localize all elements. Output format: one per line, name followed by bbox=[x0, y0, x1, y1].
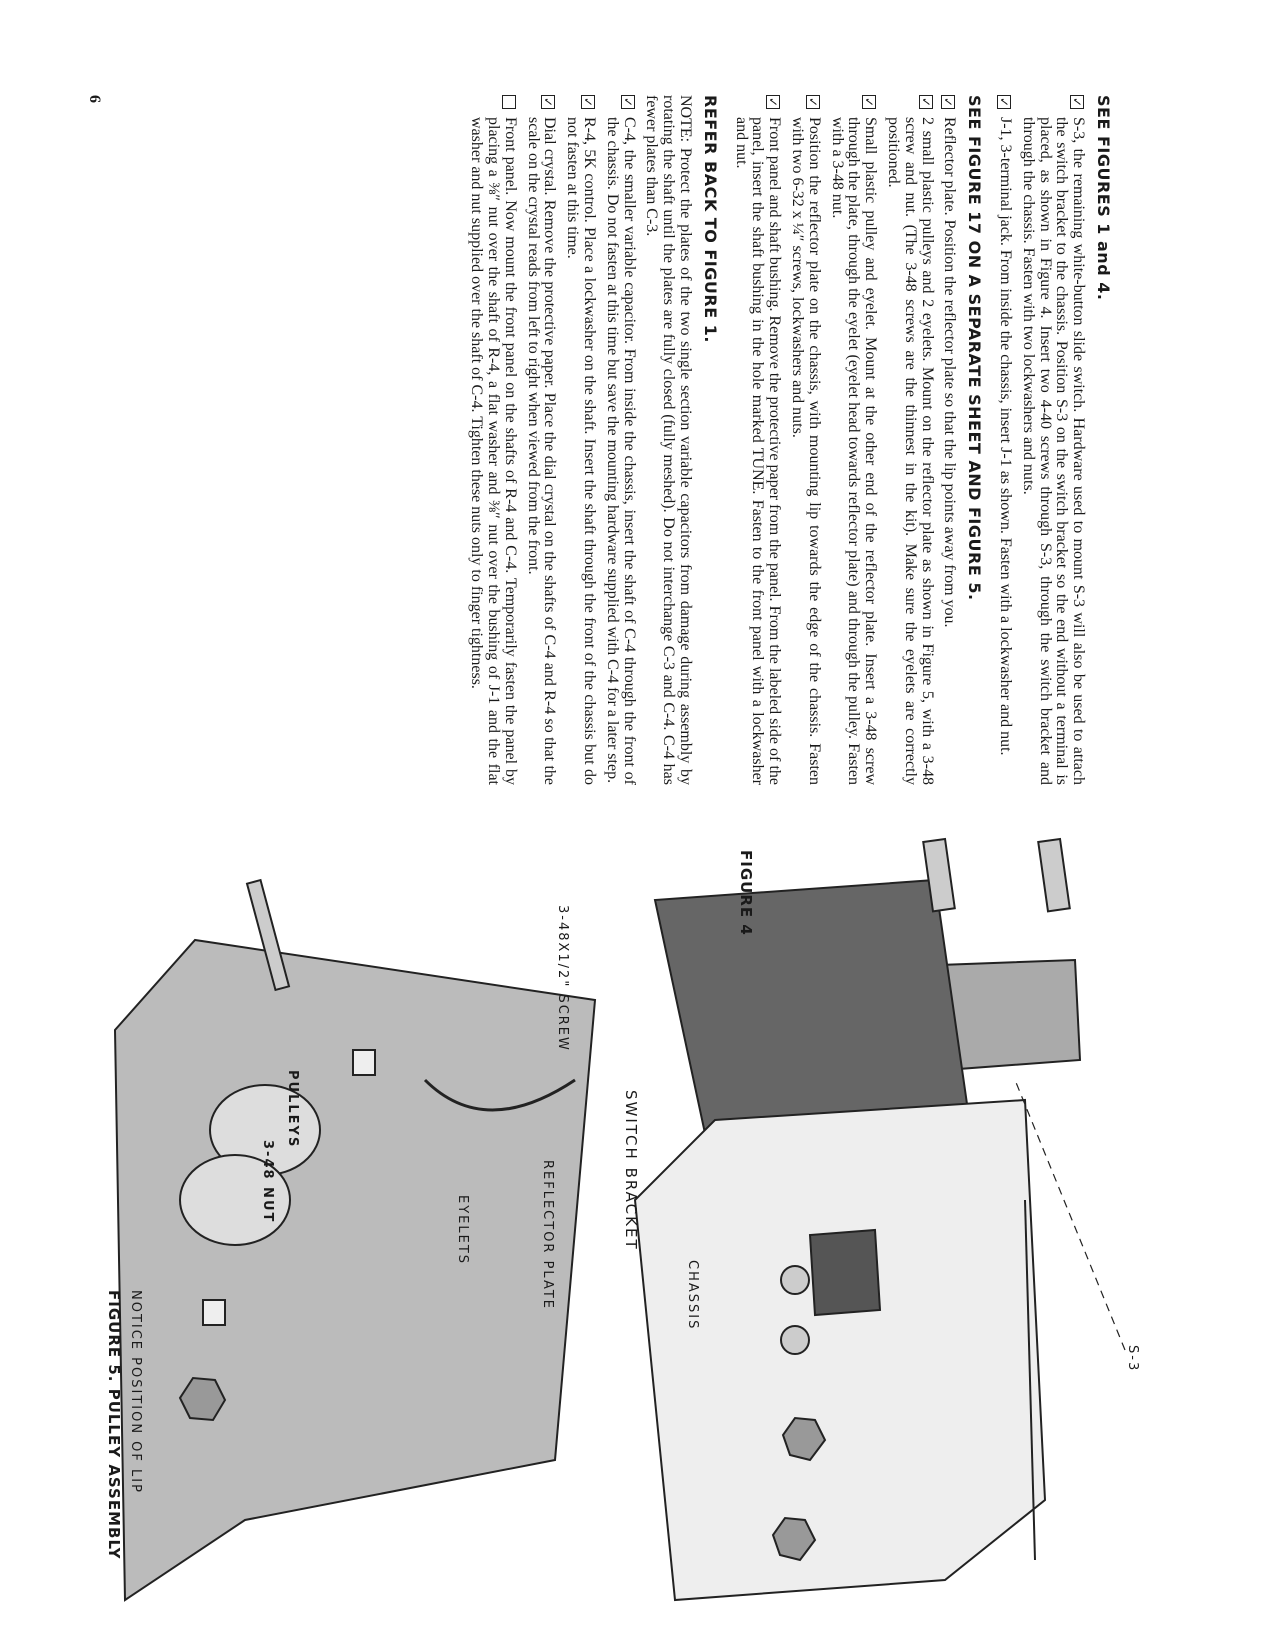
label-screw: 3-48X1/2" SCREW bbox=[555, 905, 570, 1052]
eyelet bbox=[203, 1300, 225, 1325]
checkbox[interactable]: ✓ bbox=[941, 96, 956, 108]
step-text: Small plastic pulley and eyelet. Mount at the other end of the reflector plate. Insert a 3-48 screw through the plate, through the eyelet (eyelet head towards reflector plate) and through the pulley. Fasten with a 3-48 nut. bbox=[828, 117, 880, 785]
step-text: Front panel and shaft bushing. Remove the protective paper from the panel. From the labeled side of the panel, insert the shaft bushing in the hole marked TUNE. Fasten to the front panel with a lockwasher and nut. bbox=[732, 117, 784, 785]
figure5-drawing bbox=[115, 880, 595, 1600]
label-chassis: CHASSIS bbox=[685, 1260, 700, 1331]
step-text: Front panel. Now mount the front panel on the shafts of R-4 and C-4. Temporarily fasten the panel by placing a ⅜″ nut over the shaft of R-4, a flat washer and ⅜″ nut over the bushing of J-1 and the flat washer and nut supplied over the shaft of C-4. Tighten these nuts only to finger tightness. bbox=[468, 117, 519, 785]
figure5-caption: FIGURE 5. PULLEY ASSEMBLY bbox=[105, 1290, 123, 1560]
page-number: 6 bbox=[86, 95, 103, 103]
checkbox[interactable]: ✓ bbox=[918, 96, 933, 108]
label-nut: 3-48 NUT bbox=[260, 1140, 275, 1224]
label-s3: S-3 bbox=[1125, 1345, 1140, 1373]
lockwasher bbox=[781, 1326, 809, 1354]
checkbox[interactable]: ✓ bbox=[997, 96, 1012, 108]
note: NOTE: Protect the plates of the two single section variable capacitors from damage during assembly by rotating the shaft until the plates are fully closed (fully meshed). Do not interchange C-3 and C-4. C-4 has fewer plates than C-3. bbox=[643, 95, 695, 785]
figure4-drawing bbox=[635, 839, 1125, 1600]
section-heading: REFER BACK TO FIGURE 1. bbox=[700, 95, 720, 343]
label-reflector-plate: REFLECTOR PLATE bbox=[540, 1160, 555, 1311]
step-text: S-3, the remaining white-button slide switch. Hardware used to mount S-3 will also be used to attach the switch bracket to the chassis. Position S-3 on the switch bracket so the end without a terminal is placed, as shown in Figure 4. Insert two 4-40 screws through S-3, through the switch bracket and through the chassis. Fasten with two lockwashers and nuts. bbox=[1019, 117, 1088, 785]
figure4-caption: FIGURE 4 bbox=[737, 850, 755, 936]
step-text: Reflector plate. Position the reflector plate so that the lip points away from you. bbox=[941, 117, 959, 628]
label-notice-lip: NOTICE POSITION OF LIP bbox=[128, 1290, 143, 1494]
checkbox[interactable]: ✓ bbox=[620, 96, 635, 108]
screw bbox=[1038, 839, 1070, 911]
eyelet bbox=[353, 1050, 375, 1075]
section-heading: SEE FIGURE 17 ON A SEPARATE SHEET AND FIGURE 5. bbox=[965, 95, 985, 601]
step-text: C-4, the smaller variable capacitor. From inside the chassis, insert the shaft of C-4 through the front of the chassis. Do not fasten at this time but save the mounting hardware supplied with C-4 for a later step. bbox=[603, 117, 638, 785]
step-text: R-4, 5K control. Place a lockwasher on the shaft. Insert the shaft through the front of the chassis but do not fasten at this time. bbox=[564, 117, 599, 785]
label-switch-bracket: SWITCH BRACKET bbox=[622, 1090, 640, 1251]
step-text: Position the reflector plate on the chassis, with mounting lip towards the edge of the chassis. Fasten with two 6-32 x ¼″ screws, lockwashers and nuts. bbox=[789, 117, 823, 785]
chassis bbox=[635, 1100, 1045, 1600]
switch-s3 bbox=[940, 960, 1080, 1070]
checkbox[interactable]: ✓ bbox=[1070, 96, 1085, 108]
checkbox[interactable]: ✓ bbox=[581, 96, 596, 108]
checkbox[interactable]: ✓ bbox=[541, 96, 556, 108]
step-text: J-1, 3-terminal jack. From inside the chassis, insert J-1 as shown. Fasten with a lockwasher and nut. bbox=[997, 117, 1015, 756]
label-pulleys: PULLEYS bbox=[285, 1070, 300, 1149]
section-heading: SEE FIGURES 1 and 4. bbox=[1094, 95, 1113, 301]
chassis-cutout bbox=[810, 1230, 880, 1315]
checkbox[interactable]: ✓ bbox=[805, 96, 820, 108]
step-text: Dial crystal. Remove the protective paper. Place the dial crystal on the shafts of C-4 and R-4 so that the scale on the crystal reads from left to right when viewed from the front. bbox=[524, 117, 559, 785]
label-eyelets: EYELETS bbox=[455, 1195, 470, 1266]
checkbox[interactable]: ✓ bbox=[862, 96, 877, 108]
lockwasher bbox=[781, 1266, 809, 1294]
step-text: 2 small plastic pulleys and 2 eyelets. Mount on the reflector plate as shown in Figure 5, with a 3-48 screw and nut. (The 3-48 screws are the thinnest in the kit). Make sure the eyelets are correctly positioned. bbox=[885, 117, 936, 785]
checkbox[interactable]: ✓ bbox=[766, 96, 781, 108]
reflector-plate bbox=[115, 940, 595, 1600]
